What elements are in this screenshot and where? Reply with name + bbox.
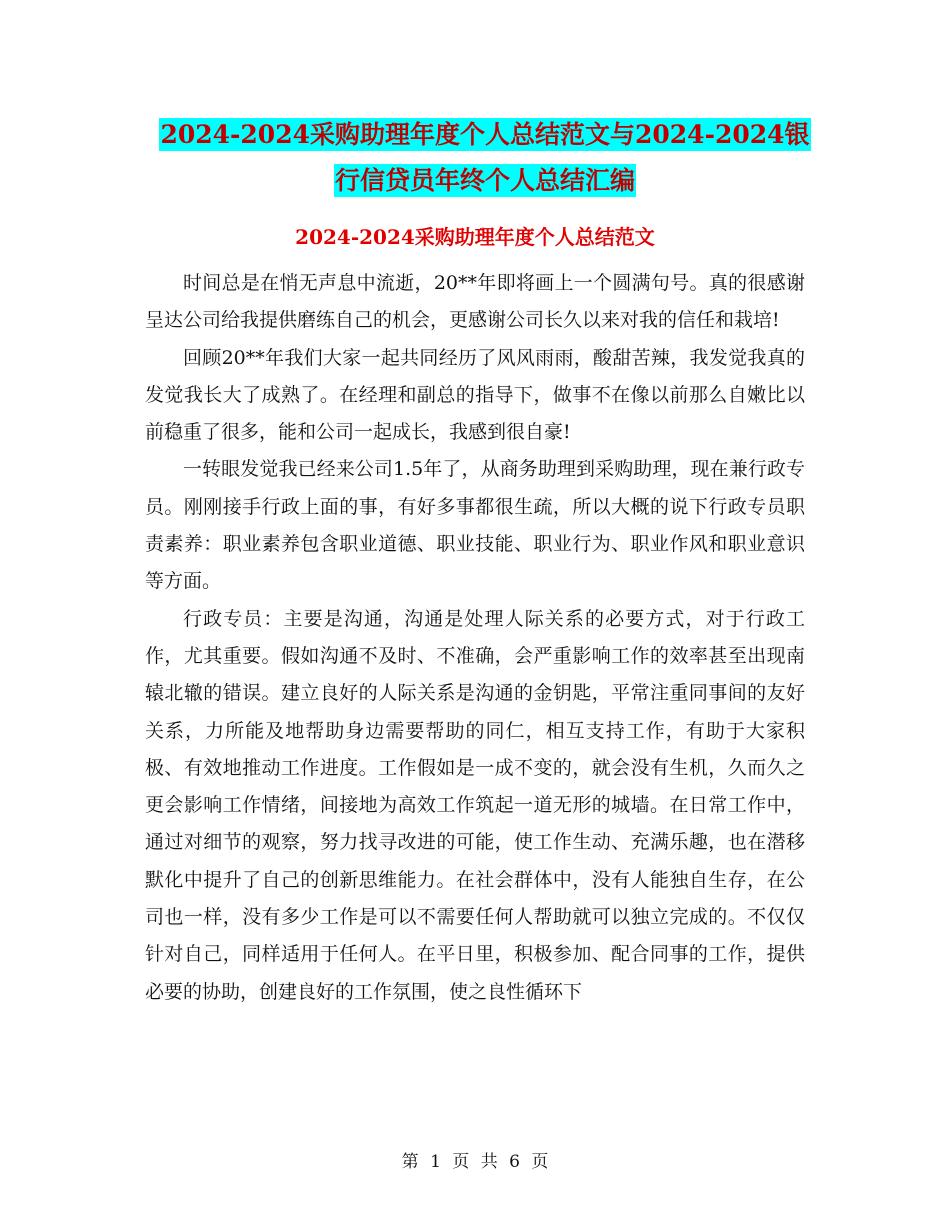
- title-line-2: 行信贷员年终个人总结汇编: [334, 166, 635, 195]
- paragraph: 时间总是在悄无声息中流逝，20**年即将画上一个圆满句号。真的很感谢呈达公司给我提供磨练自己的机会，更感谢公司长久以来对我的信任和栽培!: [145, 272, 805, 332]
- body-text: [145, 265, 805, 1011]
- paragraph: 行政专员：主要是沟通，沟通是处理人际关系的必要方式，对于行政工作，尤其重要。假如沟通不及时、不准确，会严重影响工作的效率甚至出现南辕北辙的错误。建立良好的人际关系是沟通的金钥匙，平常注重同事间的友好关系，力所能及地帮助身边需要帮助的同仁，相互支持工作，有助于大家积极、有效地推动工作进度。工作假如是一成不变的，就会没有生机，久而久之更会影响工作情绪，间接地为高效工作筑起一道无形的城墙。在日常工作中，通过对细节的观察，努力找寻改进的可能，使工作生动、充满乐趣，也在潜移默化中提升了自己的创新思维能力。在社会群体中，没有人能独自生存，在公司也一样，没有多少工作是可以不需要任何人帮助就可以独立完成的。不仅仅针对自己，同样适用于任何人。在平日里，积极参加、配合同事的工作，提供必要的协助，创建良好的工作氛围，使之良性循环下: [145, 607, 805, 1003]
- title-line-1: 2024-2024采购助理年度个人总结范文与2024-2024银: [160, 120, 810, 149]
- paragraph: 一转眼发觉我已经来公司1.5年了，从商务助理到采购助理，现在兼行政专员。刚刚接手行政上面的事，有好多事都很生疏，所以大概的说下行政专员职责素养：职业素养包含职业道德、职业技能、职业行为、职业作风和职业意识等方面。: [145, 458, 805, 593]
- section-title: 2024-2024采购助理年度个人总结范文: [295, 225, 655, 249]
- document-title: [150, 112, 820, 204]
- paragraph: 回顾20**年我们大家一起共同经历了风风雨雨，酸甜苦辣，我发觉我真的发觉我长大了成熟了。在经理和副总的指导下，做事不在像以前那么自嫩比以前稳重了很多，能和公司一起成长，我感到很自豪!: [145, 346, 805, 444]
- page-footer: 第 1 页 共 6 页: [401, 1152, 549, 1172]
